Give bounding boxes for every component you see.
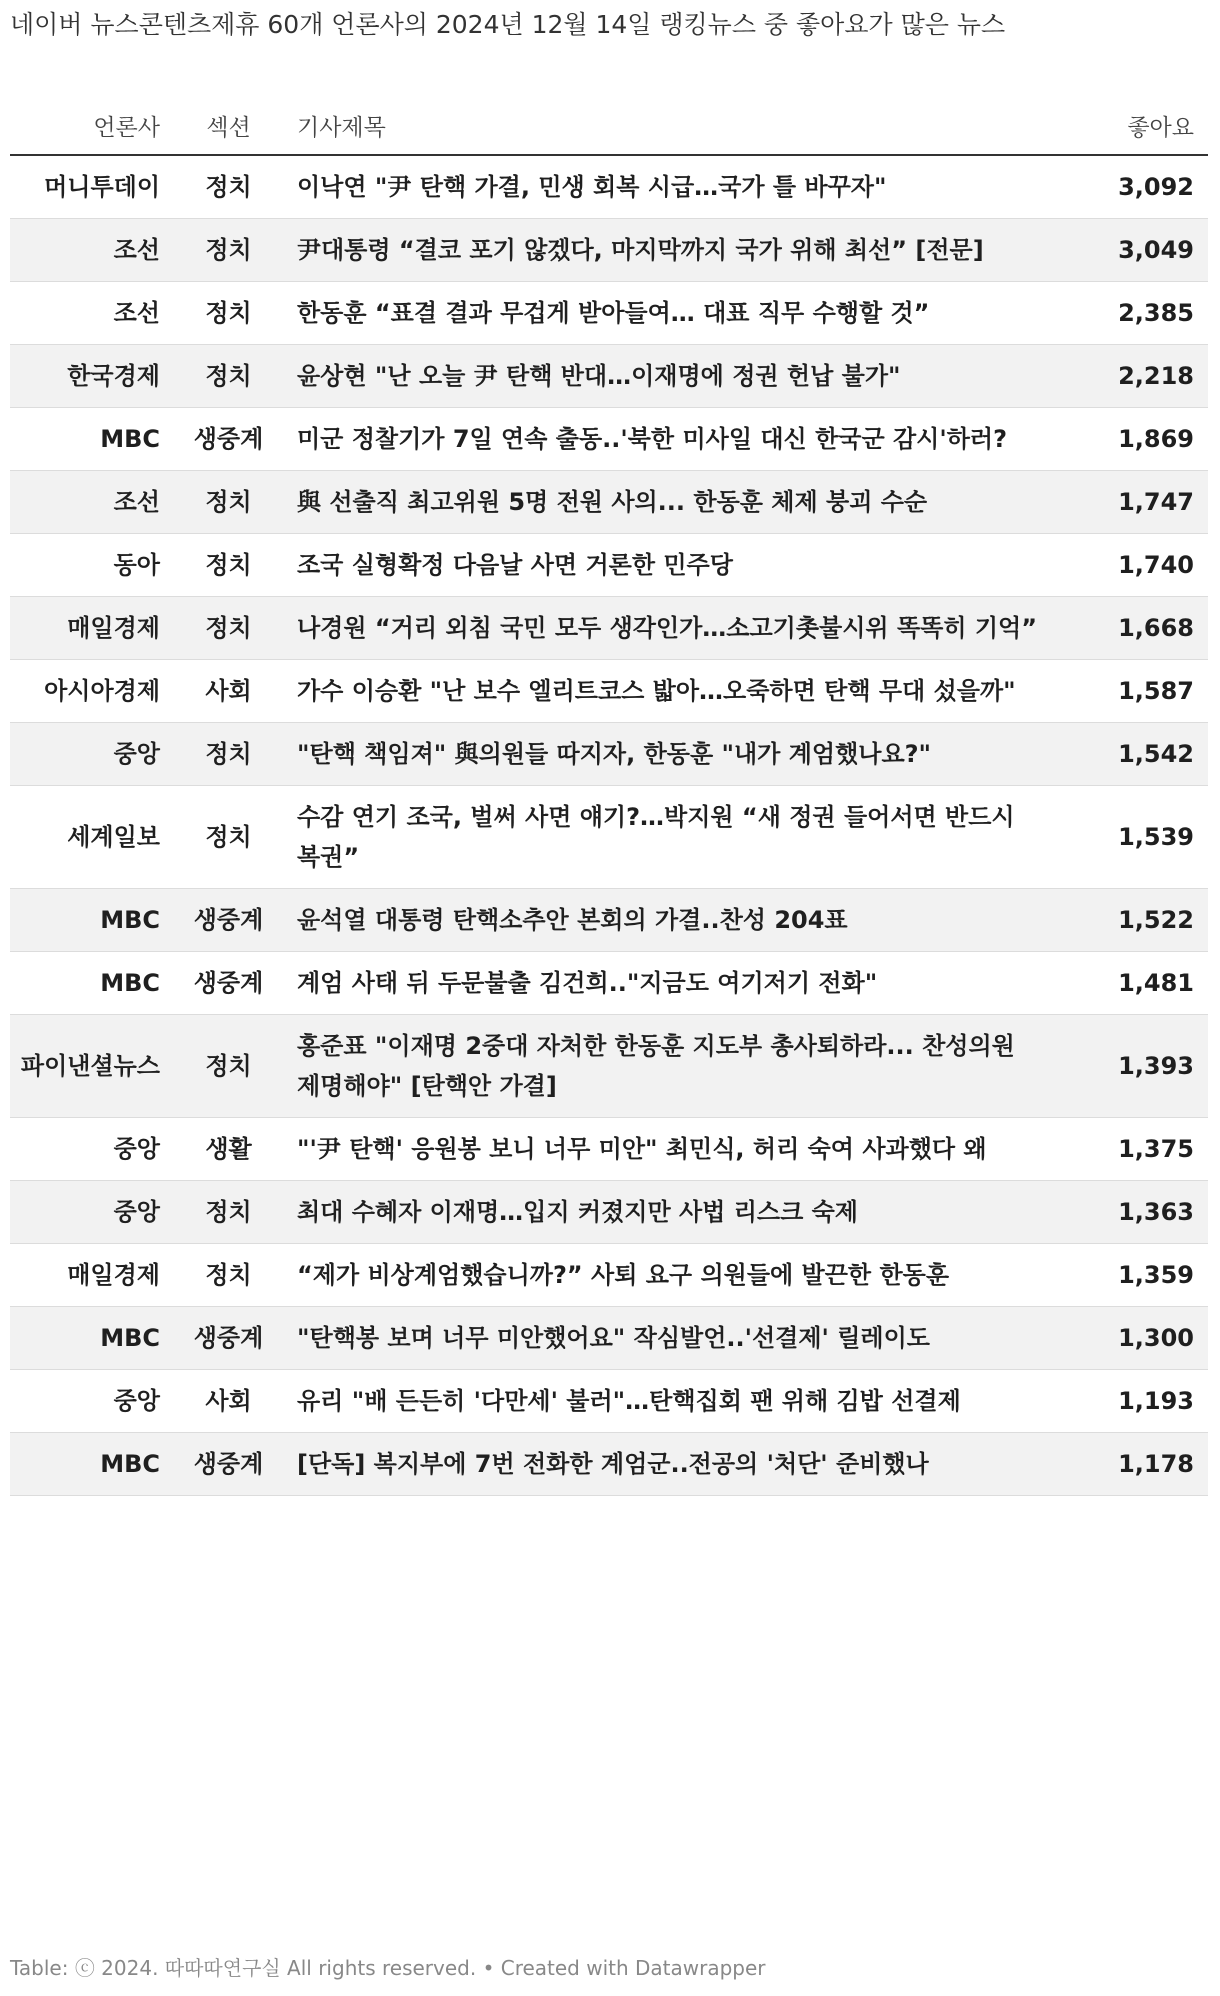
- header-likes[interactable]: 좋아요: [1060, 96, 1208, 155]
- ranking-table-container: [10, 96, 1208, 1496]
- table-row: [10, 786, 1208, 889]
- likes-cell: 1,178: [1060, 1433, 1208, 1496]
- headline-cell: "탄핵 책임져" 與의원들 따지자, 한동훈 "내가 계엄했나요?": [287, 723, 1060, 786]
- table-row: [10, 219, 1208, 282]
- section-cell: 정치: [170, 534, 287, 597]
- section-cell: 정치: [170, 471, 287, 534]
- headline-cell: 尹대통령 “결코 포기 않겠다, 마지막까지 국가 위해 최선” [전문]: [287, 219, 1060, 282]
- headline-cell: 미군 정찰기가 7일 연속 출동..'북한 미사일 대신 한국군 감시'하러?: [287, 408, 1060, 471]
- headline-cell: 계엄 사태 뒤 두문불출 김건희.."지금도 여기저기 전화": [287, 952, 1060, 1015]
- table-row: [10, 889, 1208, 952]
- section-cell: 사회: [170, 660, 287, 723]
- likes-cell: 1,481: [1060, 952, 1208, 1015]
- likes-cell: 1,740: [1060, 534, 1208, 597]
- page-title: 네이버 뉴스콘텐츠제휴 60개 언론사의 2024년 12월 14일 랭킹뉴스 중 좋아요가 많은 뉴스: [10, 10, 1006, 39]
- likes-cell: 2,218: [1060, 345, 1208, 408]
- section-cell: 정치: [170, 723, 287, 786]
- table-row: [10, 534, 1208, 597]
- section-cell: 정치: [170, 1181, 287, 1244]
- headline-cell: 윤석열 대통령 탄핵소추안 본회의 가결..찬성 204표: [287, 889, 1060, 952]
- section-cell: 정치: [170, 786, 287, 889]
- header-headline[interactable]: 기사제목: [287, 96, 1060, 155]
- publisher-cell: 아시아경제: [10, 660, 170, 723]
- section-cell: 생활: [170, 1118, 287, 1181]
- header-row: [10, 96, 1208, 155]
- section-cell: 사회: [170, 1370, 287, 1433]
- section-cell: 정치: [170, 345, 287, 408]
- publisher-cell: 중앙: [10, 723, 170, 786]
- publisher-cell: 세계일보: [10, 786, 170, 889]
- headline-cell: 윤상현 "난 오늘 尹 탄핵 반대…이재명에 정권 헌납 불가": [287, 345, 1060, 408]
- likes-cell: 1,539: [1060, 786, 1208, 889]
- table-row: [10, 1370, 1208, 1433]
- likes-cell: 1,587: [1060, 660, 1208, 723]
- likes-cell: 1,359: [1060, 1244, 1208, 1307]
- section-cell: 정치: [170, 597, 287, 660]
- section-cell: 생중계: [170, 952, 287, 1015]
- likes-cell: 1,300: [1060, 1307, 1208, 1370]
- table-header: [10, 96, 1208, 155]
- publisher-cell: 중앙: [10, 1370, 170, 1433]
- publisher-cell: 동아: [10, 534, 170, 597]
- table-row: [10, 408, 1208, 471]
- ranking-table: [10, 96, 1208, 1496]
- publisher-cell: MBC: [10, 889, 170, 952]
- section-cell: 생중계: [170, 408, 287, 471]
- headline-cell: 가수 이승환 "난 보수 엘리트코스 밟아…오죽하면 탄핵 무대 섰을까": [287, 660, 1060, 723]
- likes-cell: 1,375: [1060, 1118, 1208, 1181]
- headline-cell: [단독] 복지부에 7번 전화한 계엄군..전공의 '처단' 준비했나: [287, 1433, 1060, 1496]
- publisher-cell: MBC: [10, 952, 170, 1015]
- publisher-cell: MBC: [10, 1307, 170, 1370]
- table-row: [10, 282, 1208, 345]
- table-row: [10, 1181, 1208, 1244]
- publisher-cell: 중앙: [10, 1181, 170, 1244]
- section-cell: 생중계: [170, 889, 287, 952]
- likes-cell: 1,193: [1060, 1370, 1208, 1433]
- publisher-cell: 매일경제: [10, 1244, 170, 1307]
- publisher-cell: 매일경제: [10, 597, 170, 660]
- headline-cell: "탄핵봉 보며 너무 미안했어요" 작심발언..'선결제' 릴레이도: [287, 1307, 1060, 1370]
- table-body: [10, 155, 1208, 1496]
- table-row: [10, 723, 1208, 786]
- section-cell: 정치: [170, 1244, 287, 1307]
- headline-cell: 수감 연기 조국, 벌써 사면 얘기?…박지원 “새 정권 들어서면 반드시 복권”: [287, 786, 1060, 889]
- headline-cell: 유리 "배 든든히 '다만세' 불러"…탄핵집회 팬 위해 김밥 선결제: [287, 1370, 1060, 1433]
- section-cell: 생중계: [170, 1307, 287, 1370]
- headline-cell: 홍준표 "이재명 2중대 자처한 한동훈 지도부 총사퇴하라... 찬성의원 제명해야" [탄핵안 가결]: [287, 1015, 1060, 1118]
- likes-cell: 1,747: [1060, 471, 1208, 534]
- section-cell: 생중계: [170, 1433, 287, 1496]
- section-cell: 정치: [170, 155, 287, 219]
- table-row: [10, 155, 1208, 219]
- headline-cell: "'尹 탄핵' 응원봉 보니 너무 미안" 최민식, 허리 숙여 사과했다 왜: [287, 1118, 1060, 1181]
- likes-cell: 1,522: [1060, 889, 1208, 952]
- headline-cell: 나경원 “거리 외침 국민 모두 생각인가…소고기촛불시위 똑똑히 기억”: [287, 597, 1060, 660]
- header-publisher[interactable]: 언론사: [10, 96, 170, 155]
- likes-cell: 1,869: [1060, 408, 1208, 471]
- publisher-cell: 조선: [10, 282, 170, 345]
- headline-cell: 이낙연 "尹 탄핵 가결, 민생 회복 시급…국가 틀 바꾸자": [287, 155, 1060, 219]
- headline-cell: “제가 비상계엄했습니까?” 사퇴 요구 의원들에 발끈한 한동훈: [287, 1244, 1060, 1307]
- likes-cell: 1,393: [1060, 1015, 1208, 1118]
- table-row: [10, 345, 1208, 408]
- publisher-cell: 중앙: [10, 1118, 170, 1181]
- publisher-cell: 머니투데이: [10, 155, 170, 219]
- publisher-cell: 한국경제: [10, 345, 170, 408]
- publisher-cell: 파이낸셜뉴스: [10, 1015, 170, 1118]
- header-section[interactable]: 섹션: [170, 96, 287, 155]
- table-row: [10, 597, 1208, 660]
- section-cell: 정치: [170, 282, 287, 345]
- likes-cell: 1,542: [1060, 723, 1208, 786]
- table-row: [10, 1015, 1208, 1118]
- table-row: [10, 660, 1208, 723]
- likes-cell: 1,668: [1060, 597, 1208, 660]
- table-row: [10, 1118, 1208, 1181]
- section-cell: 정치: [170, 1015, 287, 1118]
- table-row: [10, 1307, 1208, 1370]
- headline-cell: 조국 실형확정 다음날 사면 거론한 민주당: [287, 534, 1060, 597]
- likes-cell: 1,363: [1060, 1181, 1208, 1244]
- table-row: [10, 471, 1208, 534]
- publisher-cell: 조선: [10, 219, 170, 282]
- likes-cell: 2,385: [1060, 282, 1208, 345]
- likes-cell: 3,049: [1060, 219, 1208, 282]
- headline-cell: 최대 수혜자 이재명…입지 커졌지만 사법 리스크 숙제: [287, 1181, 1060, 1244]
- table-footer: Table: ⓒ 2024. 따따따연구실 All rights reserved. • Created with Datawrapper: [10, 1956, 766, 1980]
- table-row: [10, 1244, 1208, 1307]
- table-row: [10, 952, 1208, 1015]
- publisher-cell: MBC: [10, 408, 170, 471]
- table-row: [10, 1433, 1208, 1496]
- headline-cell: 한동훈 “표결 결과 무겁게 받아들여… 대표 직무 수행할 것”: [287, 282, 1060, 345]
- likes-cell: 3,092: [1060, 155, 1208, 219]
- section-cell: 정치: [170, 219, 287, 282]
- publisher-cell: MBC: [10, 1433, 170, 1496]
- publisher-cell: 조선: [10, 471, 170, 534]
- headline-cell: 與 선출직 최고위원 5명 전원 사의... 한동훈 체제 붕괴 수순: [287, 471, 1060, 534]
